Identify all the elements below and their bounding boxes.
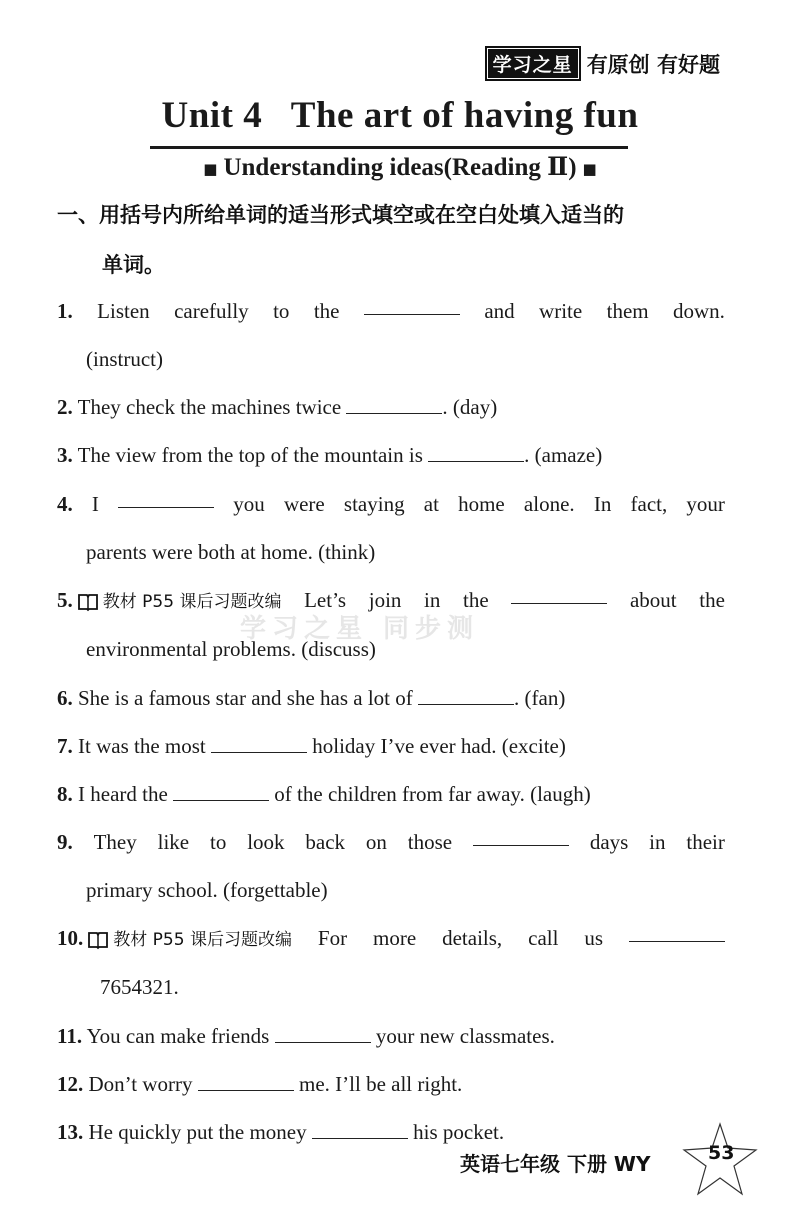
word: I <box>91 492 99 516</box>
word: about <box>629 588 677 612</box>
question-number: 13. <box>57 1120 84 1144</box>
question-hint: . (fan) <box>514 686 566 710</box>
word: staying <box>343 492 405 516</box>
textbook-note: 教材 P55 课后习题改编 <box>102 592 282 612</box>
word: days <box>589 830 629 854</box>
question-5-cont: environmental problems. (discuss) <box>86 637 376 661</box>
question-3 <box>57 440 725 470</box>
word: Let’s <box>304 588 347 612</box>
question-number: 1. <box>57 299 73 323</box>
question-number: 12. <box>57 1072 84 1096</box>
question-8 <box>57 779 725 809</box>
answer-blank[interactable] <box>428 443 524 462</box>
question-number: 5. <box>57 588 73 612</box>
question-text-post: your new classmates. <box>375 1024 555 1048</box>
book-info: 英语七年级 下册 WY <box>460 1152 651 1176</box>
word: carefully <box>174 299 249 323</box>
question-text: You can make friends <box>86 1024 270 1048</box>
brand-header <box>485 46 720 81</box>
word: and <box>484 299 515 323</box>
answer-blank[interactable] <box>364 296 460 315</box>
question-2 <box>57 392 725 422</box>
answer-blank[interactable] <box>118 489 214 508</box>
question-12 <box>57 1069 725 1099</box>
question-10-lead <box>57 923 292 955</box>
question-text: She is a famous star and she has a lot of <box>78 686 413 710</box>
question-9-cont: primary school. (forgettable) <box>86 878 328 902</box>
word: were <box>283 492 325 516</box>
bullet-left-icon: ■ <box>203 160 218 179</box>
section-heading-line2: 单词。 <box>102 253 165 277</box>
question-text: It was the most <box>78 734 206 758</box>
textbook-note: 教材 P55 课后习题改编 <box>113 930 292 950</box>
word: In <box>593 492 612 516</box>
question-text: He quickly put the money <box>88 1120 307 1144</box>
book-icon <box>87 930 109 950</box>
word: home <box>458 492 505 516</box>
word: alone. <box>523 492 575 516</box>
book-icon <box>77 592 99 612</box>
question-9 <box>57 827 725 857</box>
question-number: 4. <box>57 492 73 516</box>
lesson-subtitle <box>0 152 800 182</box>
word: in <box>424 588 441 612</box>
word: on <box>365 830 387 854</box>
question-5-lead <box>57 585 281 617</box>
question-text: They check the machines twice <box>77 395 342 419</box>
question-11 <box>57 1021 725 1051</box>
answer-blank[interactable] <box>312 1120 408 1139</box>
answer-blank[interactable] <box>211 734 307 753</box>
word: Listen <box>97 299 150 323</box>
question-1 <box>57 296 725 326</box>
question-10-cont: 7654321. <box>100 975 179 999</box>
word: the <box>463 588 489 612</box>
question-7 <box>57 731 725 761</box>
word: fact, <box>630 492 668 516</box>
answer-blank[interactable] <box>473 827 569 846</box>
brand-slogan: 有原创 有好题 <box>586 52 720 77</box>
word: like <box>157 830 190 854</box>
word: them <box>606 299 649 323</box>
question-number: 8. <box>57 782 73 806</box>
word: For <box>317 926 348 950</box>
answer-blank[interactable] <box>418 686 514 705</box>
question-4-cont: parents were both at home. (think) <box>86 540 376 564</box>
question-number: 7. <box>57 734 73 758</box>
question-text: I heard the <box>78 782 168 806</box>
title-rule <box>150 146 628 149</box>
word: more <box>373 926 417 950</box>
word: at <box>423 492 439 516</box>
word: write <box>539 299 583 323</box>
question-hint: holiday I’ve ever had. (excite) <box>312 734 566 758</box>
question-hint: . (day) <box>442 395 498 419</box>
word: to <box>209 830 227 854</box>
section-heading-line1: 一、用括号内所给单词的适当形式填空或在空白处填入适当的 <box>57 203 624 227</box>
word: in <box>649 830 666 854</box>
answer-blank[interactable] <box>629 923 725 942</box>
page-footer <box>460 1120 760 1200</box>
question-text-post: me. I’ll be all right. <box>299 1072 463 1096</box>
lesson-subtitle-text: Understanding ideas(Reading Ⅱ) <box>223 154 577 181</box>
word: those <box>407 830 453 854</box>
question-text: The view from the top of the mountain is <box>77 443 423 467</box>
question-text-post: his pocket. <box>413 1120 505 1144</box>
word: your <box>686 492 725 516</box>
unit-title-text: Unit 4 The art of having fun <box>161 95 639 136</box>
word: They <box>93 830 137 854</box>
question-6 <box>57 683 725 713</box>
word: you <box>233 492 265 516</box>
word: look <box>247 830 285 854</box>
unit-title <box>0 94 800 137</box>
brand-logo: 学习之星 <box>485 46 581 81</box>
bullet-right-icon: ■ <box>582 160 597 179</box>
question-number: 9. <box>57 830 73 854</box>
question-hint: . (amaze) <box>524 443 603 467</box>
question-4 <box>57 489 725 519</box>
word: the <box>699 588 725 612</box>
question-number: 2. <box>57 395 73 419</box>
word: down. <box>673 299 725 323</box>
question-10 <box>57 923 725 955</box>
word: details, <box>442 926 503 950</box>
question-number: 10. <box>57 926 84 950</box>
question-1-hint: (instruct) <box>86 347 163 371</box>
answer-blank[interactable] <box>511 585 607 604</box>
answer-blank[interactable] <box>173 782 269 801</box>
question-number: 3. <box>57 443 73 467</box>
word: call <box>528 926 559 950</box>
word: the <box>313 299 340 323</box>
word: back <box>305 830 346 854</box>
answer-blank[interactable] <box>346 395 442 414</box>
answer-blank[interactable] <box>275 1024 371 1043</box>
answer-blank[interactable] <box>198 1072 294 1091</box>
question-text: Don’t worry <box>88 1072 193 1096</box>
question-number: 11. <box>57 1024 83 1048</box>
watermark: 学习之星 同步测 <box>240 614 480 644</box>
word: us <box>584 926 604 950</box>
word: to <box>273 299 290 323</box>
page-number: 53 <box>708 1142 735 1164</box>
word: their <box>686 830 725 854</box>
word: join <box>368 588 402 612</box>
question-number: 6. <box>57 686 73 710</box>
question-hint: of the children from far away. (laugh) <box>274 782 591 806</box>
question-5 <box>57 585 725 617</box>
